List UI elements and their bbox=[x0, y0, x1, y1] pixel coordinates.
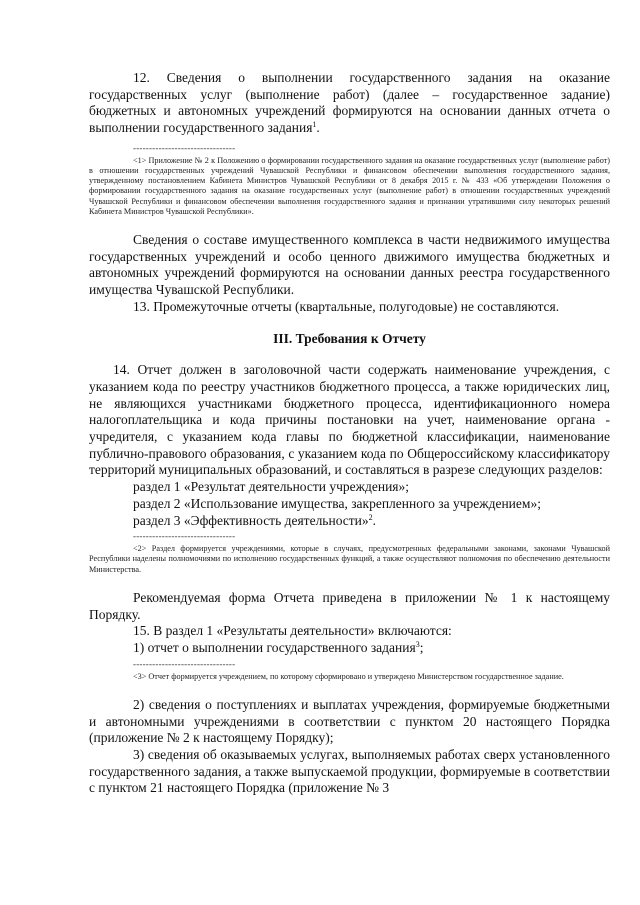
section-heading: III. Требования к Отчету bbox=[273, 330, 426, 346]
paragraph-12-end: . bbox=[316, 120, 320, 136]
paragraph-15: 15. В раздел 1 «Результаты деятельности» включаются: bbox=[133, 623, 452, 639]
footnote-separator-2: -------------------------------- bbox=[133, 531, 236, 542]
list-item-1-text: 1) отчет о выполнении государственного задания bbox=[133, 640, 416, 655]
list-item-1 bbox=[89, 640, 610, 657]
paragraph-form: Рекомендуемая форма Отчета приведена в приложении № 1 к настоящему Порядку. bbox=[89, 589, 610, 622]
paragraph-13: 13. Промежуточные отчеты (квартальные, полугодовые) не составляются. bbox=[133, 298, 560, 314]
section-item-3-end: . bbox=[372, 512, 377, 528]
footnote-ref-1: 1 bbox=[312, 120, 317, 130]
paragraph-14: 14. Отчет должен в заголовочной части содержать наименование учреждения, с указанием кода по реестру участников бюджетного процесса, а также юридических лиц, не являющихся участниками бюджетного процесса, идентификационного номера налогоплательщика и кода причины постановки на учет, наименование органа - учредителя, с указанием кода главы по бюджетной классификации, наименование публично-правового образования, с указанием кода по Общероссийскому классификатору территорий муниципальных образований, и составляться в разрезе следующих разделов: bbox=[89, 362, 610, 478]
footnote-2: <2> Раздел формируется учреждениями, которые в случаях, предусмотренных федеральными законами, законами Чувашской Республики наделены полномочиями по исполнению государственных функций, а также осуществляют полномочия по обеспечению деятельности Министерства. bbox=[89, 544, 610, 574]
section-item-3 bbox=[133, 513, 610, 530]
footnote-separator-3: -------------------------------- bbox=[133, 658, 236, 669]
section-item-3-text: раздел 3 «Эффективность деятельности» bbox=[133, 512, 369, 528]
footnote-1: <1> Приложение № 2 к Положению о формировании государственного задания на оказание государственных услуг (выполнение работ) в отношении государственных учреждений Чувашской Республики и финансовом обеспечении выполнения государственного задания, утвержденному постановлением Кабинета Министров Чувашской Республики от 8 декабря 2015 г. № 433 «Об утверждении Положения о формировании государственного задания на оказание государственных услуг (выполнение работ) в отношении государственных учреждений Чувашской Республики и финансовом обеспечении выполнения государственного задания и признании утратившими силу некоторых решений Кабинета Министров Чувашской Республики». bbox=[89, 155, 610, 216]
list-item-2: 2) сведения о поступлениях и выплатах учреждения, формируемые бюджетными и автономными учреждениями в соответствии с пунктом 20 настоящего Порядка (приложение № 2 к настоящему Порядку); bbox=[89, 696, 610, 746]
paragraph-12-text: 12. Сведения о выполнении государственного задания на оказание государственных услуг (выполнение работ) (далее – государственное задание) бюджетных и автономных учреждений формируются на основании данных отчета о выполнении государственного задания bbox=[89, 70, 610, 136]
paragraph-12 bbox=[89, 70, 610, 137]
paragraph-property: Сведения о составе имущественного комплекса в части недвижимого имущества государственных учреждений и особо ценного движимого имущества бюджетных и автономных учреждений формируются на основании данных реестра государственного имущества Чувашской Республики. bbox=[89, 232, 610, 298]
list-item-3: 3) сведения об оказываемых услугах, выполняемых работах сверх установленного государственного задания, а также выпускаемой продукции, формируемые в соответствии с пунктом 21 настоящего Порядка (приложение № 3 bbox=[89, 747, 610, 796]
document-page bbox=[89, 70, 610, 797]
footnote-ref-2: 2 bbox=[368, 512, 373, 522]
footnote-ref-3: 3 bbox=[415, 640, 420, 649]
footnote-separator-1: -------------------------------- bbox=[133, 142, 236, 153]
list-item-1-end: ; bbox=[419, 640, 424, 655]
section-item-2: раздел 2 «Использование имущества, закрепленного за учреждением»; bbox=[133, 495, 541, 511]
section-item-1: раздел 1 «Результат деятельности учреждения»; bbox=[133, 479, 410, 495]
footnote-3: <3> Отчет формируется учреждением, по которому сформировано и утверждено Министерством государственное задание. bbox=[133, 671, 564, 681]
